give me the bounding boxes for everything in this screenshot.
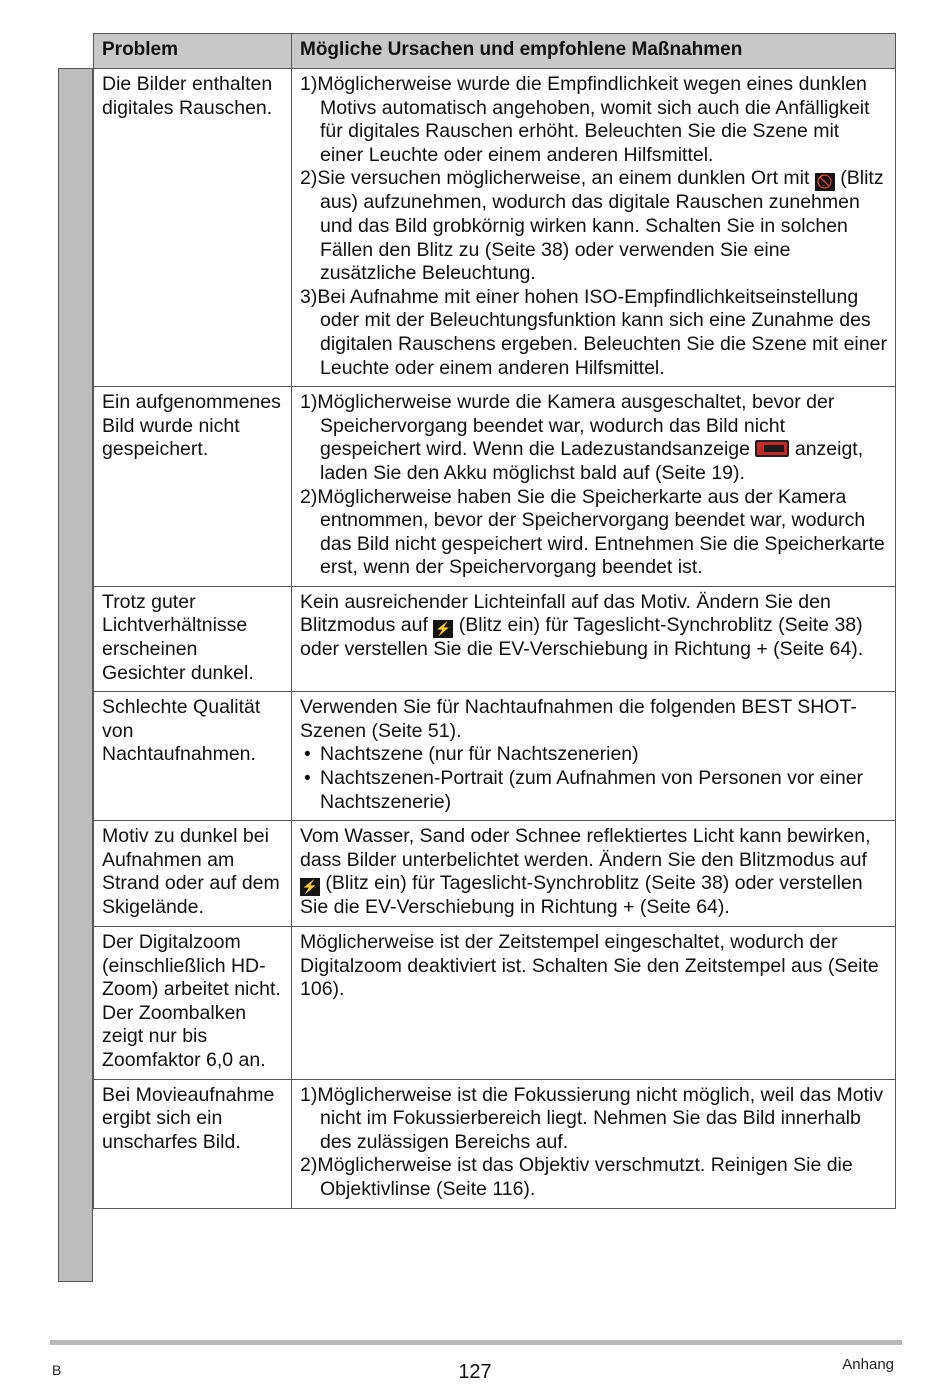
cause-cell: Möglicherweise ist der Zeitstempel eingeschaltet, wodurch der Digitalzoom deaktiviert ist. Schalten Sie den Zeitstempel aus (Seite 106). (292, 927, 896, 1080)
table-row (94, 692, 896, 821)
page-number: 127 (458, 1361, 492, 1383)
table-row (94, 387, 896, 587)
numbered-item: 1)Möglicherweise ist die Fokussierung nicht möglich, weil das Motiv nicht im Fokussierbereich liegt. Nehmen Sie das Bild innerhalb des zulässigen Bereichs auf. (300, 1083, 884, 1153)
cause-cell (292, 1079, 896, 1208)
table-row (94, 69, 896, 387)
cause-cell: Verwenden Sie für Nachtaufnahmen die folgenden BEST SHOT-Szenen (Seite 51). • Nachtszene (nur für Nachtszenerien) • Nachtszenen-Portrait (zum Aufnahmen von Personen vor einer Nachtszenerie) (292, 692, 896, 821)
numbered-item: 1)Möglicherweise wurde die Empfindlichkeit wegen eines dunklen Motivs automatisch angehoben, womit sich auch die Anfälligkeit für digitales Rauschen erhöht. Beleuchten Sie die Szene mit einer Leuchte oder einem anderen Hilfsmittel. (300, 73, 870, 166)
numbered-item: 1)Möglicherweise wurde die Kamera ausgeschaltet, bevor der Speichervorgang beendet war, wodurch das Bild nicht gespeichert wird. Wenn die Ladezustandsanzeige anzeigt, laden Sie den Akku möglichst bald auf (Seite 19). (300, 391, 864, 484)
table-row (94, 927, 896, 1080)
bullet-icon: • (304, 767, 311, 790)
table-header-row (94, 34, 896, 69)
problem-cell: Ein aufgenommenes Bild wurde nicht gespeichert. (94, 387, 292, 587)
problem-cell: Schlechte Qualität von Nachtaufnahmen. (94, 692, 292, 821)
problem-cell: Die Bilder enthalten digitales Rauschen. (94, 69, 292, 387)
bullet-item: • Nachtszene (nur für Nachtszenerien) (304, 743, 639, 766)
problem-cell: Der Digitalzoom (einschließlich HD-Zoom) arbeitet nicht. Der Zoombalken zeigt nur bis Zoomfaktor 6,0 an. (94, 927, 292, 1080)
cause-cell (292, 69, 896, 387)
problem-cell: Trotz guter Lichtverhältnisse erscheinen Gesichter dunkel. (94, 586, 292, 691)
bullet-icon: • (304, 743, 311, 766)
numbered-item: 3)Bei Aufnahme mit einer hohen ISO-Empfindlichkeitseinstellung oder mit der Beleuchtungsfunktion kann sich eine Zunahme des digitalen Rauschens ergeben. Beleuchten Sie die Szene mit einer Leuchte oder einem anderen Hilfsmittel. (300, 285, 887, 379)
table-row (94, 821, 896, 927)
flash-on-icon: ⚡ (301, 879, 319, 895)
problem-cell: Motiv zu dunkel bei Aufnahmen am Strand oder auf dem Skigelände. (94, 821, 292, 927)
troubleshooting-table (93, 33, 896, 1209)
header-causes: Mögliche Ursachen und empfohlene Maßnahmen (292, 34, 896, 69)
numbered-item: 2)Möglicherweise haben Sie die Speicherkarte aus der Kamera entnommen, bevor der Speichervorgang beendet war, wodurch das Bild nicht gespeichert wird. Entnehmen Sie die Speicherkarte erst, wenn der Speichervorgang beendet ist. (300, 485, 885, 579)
battery-low-icon (755, 440, 789, 457)
bullet-item: • Nachtszenen-Portrait (zum Aufnahmen von Personen vor einer Nachtszenerie) (304, 767, 864, 813)
footer-language-mark: B (52, 1362, 62, 1378)
flash-on-icon: ⚡ (435, 621, 452, 637)
cause-cell (292, 387, 896, 587)
table-row (94, 586, 896, 691)
footer-divider (50, 1340, 902, 1345)
cause-cell: Vom Wasser, Sand oder Schnee reflektiertes Licht kann bewirken, dass Bilder unterbelichtet werden. Ändern Sie den Blitzmodus auf ⚡ (Blitz ein) für Tageslicht-Synchroblitz (Seite 38) oder verstellen Sie die EV-Verschiebung in Richtung + (Seite 64). (292, 821, 896, 927)
table-row (94, 1079, 896, 1208)
cause-cell: Kein ausreichender Lichteinfall auf das Motiv. Ändern Sie den Blitzmodus auf ⚡ (Blitz ein) für Tageslicht-Synchroblitz (Seite 38) oder verstellen Sie die EV-Verschiebung in Richtung + (Seite 64). (292, 586, 896, 691)
numbered-item: 2)Sie versuchen möglicherweise, an einem dunklen Ort mit 🚫 (Blitz aus) aufzunehmen, wodurch das digitale Rauschen zunehmen und das Bild grobkörnig wirken kann. Schalten Sie in solchen Fällen den Blitz zu (Seite 38) oder verwenden Sie eine zusätzliche Beleuchtung. (300, 167, 884, 285)
numbered-item: 2)Möglicherweise ist das Objektiv verschmutzt. Reinigen Sie die Objektivlinse (Seite 116). (300, 1154, 853, 1200)
problem-cell: Bei Movieaufnahme ergibt sich ein unscharfes Bild. (94, 1079, 292, 1208)
section-sidebar-bar (58, 68, 93, 1282)
header-problem: Problem (94, 34, 292, 69)
flash-off-icon: 🚫 (816, 174, 833, 190)
footer-section-label: Anhang (842, 1356, 894, 1373)
